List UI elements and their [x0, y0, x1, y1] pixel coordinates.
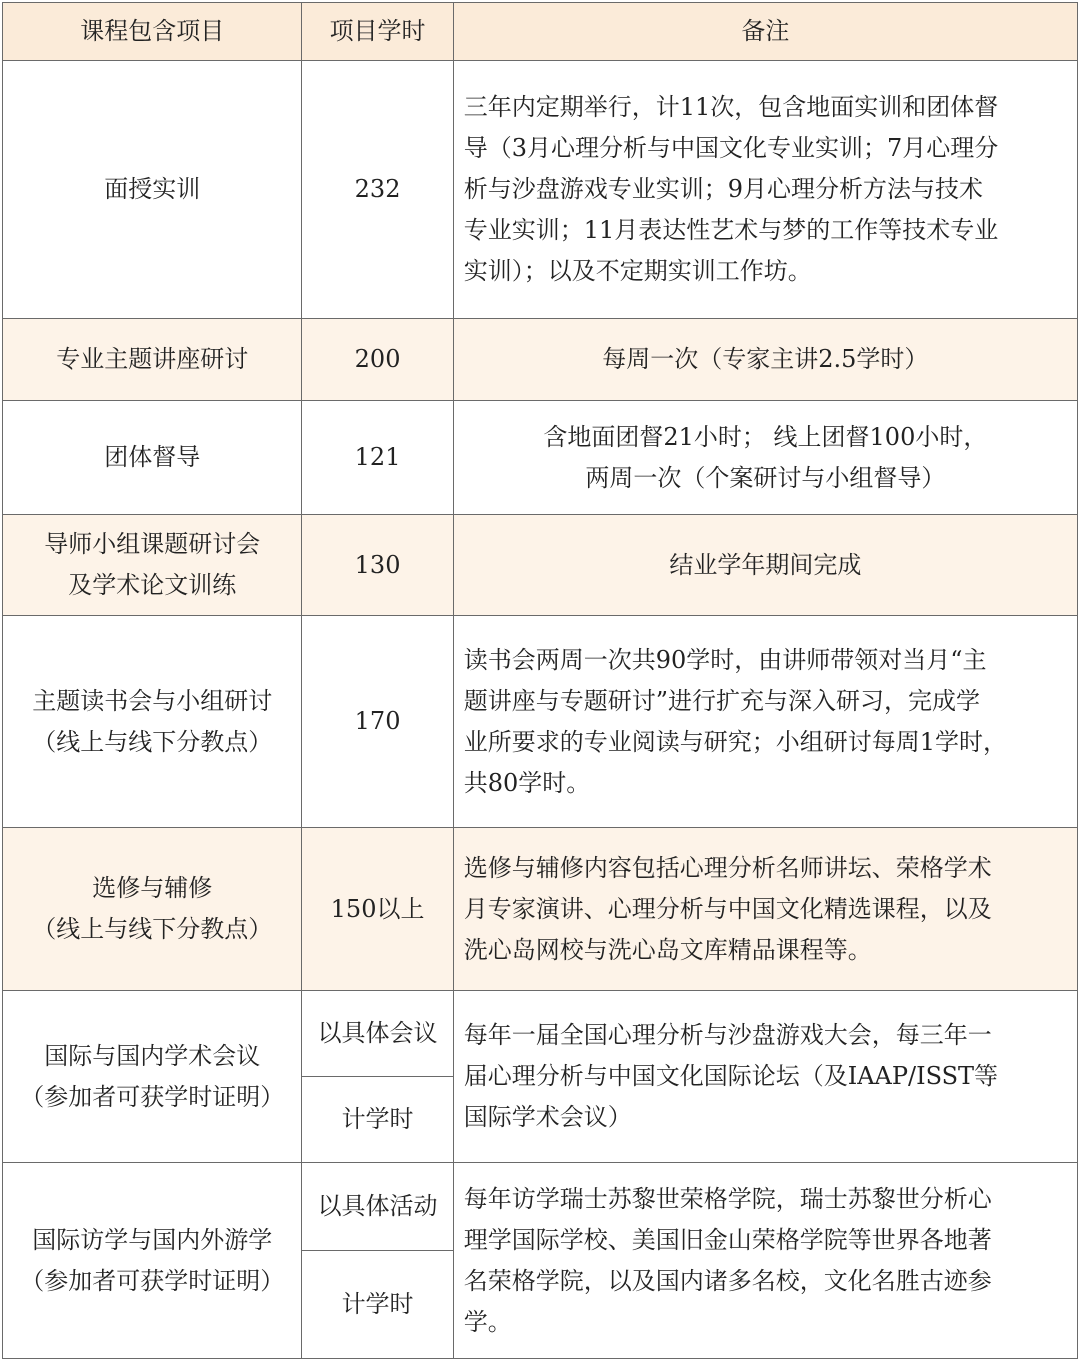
note-cell [453, 401, 1077, 515]
note-line: 届心理分析与中国文化国际论坛（及IAAP/ISST等 [463, 1062, 999, 1090]
note-cell [453, 616, 1077, 828]
item-cell [3, 828, 302, 991]
item-line: （参加者可获学时证明） [20, 1266, 285, 1295]
table-row [3, 616, 1078, 828]
note-line: 学。 [463, 1307, 512, 1336]
note-line: 国际学术会议） [463, 1103, 632, 1131]
item-cell [3, 991, 302, 1163]
hours-cell: 计学时 [302, 1077, 453, 1163]
item-line: 国际与国内学术会议 [44, 1041, 261, 1070]
note-line: 题讲座与专题研讨”进行扩充与深入研习，完成学 [463, 686, 980, 715]
item-cell [3, 616, 302, 828]
course-table [2, 2, 1078, 1359]
note-cell [453, 991, 1077, 1163]
note-line: 实训）；以及不定期实训工作坊。 [463, 257, 812, 285]
note-line: 名荣格学院，以及国内诸多名校，文化名胜古迹参 [463, 1266, 992, 1295]
hours-cell: 121 [302, 401, 453, 515]
item-line: 选修与辅修 [92, 874, 213, 902]
note-cell [453, 515, 1077, 616]
item-line: （线上与线下分教点） [32, 915, 273, 943]
note-line: 专业实训；11月表达性艺术与梦的工作等技术专业 [463, 216, 999, 244]
item-line: （参加者可获学时证明） [20, 1082, 285, 1111]
item-cell: 面授实训 [3, 61, 302, 319]
header-row [3, 3, 1078, 61]
table-row [3, 991, 1078, 1077]
note-cell [453, 828, 1077, 991]
header-item: 课程包含项目 [3, 3, 302, 61]
item-line: 国际访学与国内外游学 [32, 1225, 273, 1254]
note-line: 析与沙盘游戏专业实训；9月心理分析方法与技术 [463, 175, 983, 203]
note-line: 含地面团督21小时； 线上团督100小时， [543, 422, 988, 451]
note-line: 理学国际学校、美国旧金山荣格学院等世界各地著 [463, 1225, 992, 1254]
hours-cell: 计学时 [302, 1251, 453, 1359]
note-line: 导（3月心理分析与中国文化专业实训；7月心理分 [463, 134, 999, 162]
note-line: 选修与辅修内容包括心理分析名师讲坛、荣格学术 [463, 853, 992, 882]
item-line: （线上与线下分教点） [32, 727, 273, 756]
table-row [3, 1163, 1078, 1251]
note-line: 业所要求的专业阅读与研究；小组研讨每周1学时， [463, 727, 1007, 756]
item-cell [3, 1163, 302, 1359]
hours-cell: 以具体活动 [302, 1163, 453, 1251]
header-note: 备注 [453, 3, 1077, 61]
table-row [3, 319, 1078, 401]
note-cell [453, 319, 1077, 401]
note-cell [453, 61, 1077, 319]
hours-cell: 130 [302, 515, 453, 616]
header-hours: 项目学时 [302, 3, 453, 61]
hours-cell: 200 [302, 319, 453, 401]
note-line: 读书会两周一次共90学时，由讲师带领对当月“主 [463, 645, 987, 674]
hours-cell: 以具体会议 [302, 991, 453, 1077]
note-cell [453, 1163, 1077, 1359]
item-cell: 专业主题讲座研讨 [3, 319, 302, 401]
item-cell [3, 515, 302, 616]
note-line: 每年访学瑞士苏黎世荣格学院，瑞士苏黎世分析心 [463, 1184, 992, 1213]
note-line: 共80学时。 [463, 768, 591, 797]
note-line: 结业学年期间完成 [669, 550, 862, 579]
table-row [3, 515, 1078, 616]
note-line: 洗心岛网校与洗心岛文库精品课程等。 [463, 935, 872, 964]
note-line: 每年一届全国心理分析与沙盘游戏大会，每三年一 [463, 1021, 992, 1049]
hours-cell: 150以上 [302, 828, 453, 991]
item-line: 及学术论文训练 [68, 571, 237, 599]
table-row [3, 401, 1078, 515]
item-line: 主题读书会与小组研讨 [32, 686, 273, 715]
table-row [3, 61, 1078, 319]
note-line: 月专家演讲、心理分析与中国文化精选课程，以及 [463, 894, 992, 923]
note-line: 两周一次（个案研讨与小组督导） [585, 463, 946, 492]
table-row [3, 828, 1078, 991]
note-line: 每周一次（专家主讲2.5学时） [602, 345, 929, 373]
item-cell: 团体督导 [3, 401, 302, 515]
hours-cell: 232 [302, 61, 453, 319]
hours-cell: 170 [302, 616, 453, 828]
item-line: 导师小组课题研讨会 [44, 530, 261, 558]
note-line: 三年内定期举行，计11次，包含地面实训和团体督 [463, 93, 999, 121]
